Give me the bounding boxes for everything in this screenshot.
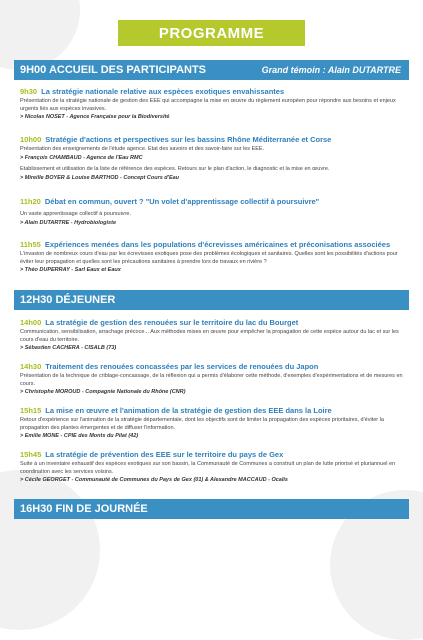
decorative-circle-bottom-left — [0, 470, 100, 630]
session-title: Traitement des renouées concassées par les services de renouées du Japon — [45, 362, 319, 371]
session-time: 11h55 — [20, 240, 41, 249]
session-time: 14h00 — [20, 318, 42, 327]
session-time: 15h45 — [20, 450, 42, 459]
session-speaker: > Cécile GEORGET - Communauté de Communes du Pays de Gex (01) & Alexandre MACCAUD - Ocalis — [20, 477, 288, 483]
session-title: La stratégie de prévention des EEE sur le territoire du pays de Gex — [45, 450, 284, 459]
session-speaker: > Alain DUTARTRE - Hydrobiologiste — [20, 219, 117, 226]
band-end — [14, 499, 409, 519]
session-time: 10h00 — [20, 135, 42, 144]
session-title: Expériences menées dans les populations d'écrevisses américaines et préconisations associées — [44, 240, 391, 249]
session-title: Stratégie d'actions et perspectives sur les bassins Rhône Méditerranée et Corse — [45, 135, 332, 144]
session-desc: Présentation de la stratégie nationale de gestion des EEE qui accompagne la mise en œuvre du règlement européen pour répondre aux besoins et enjeux urgents liés aux espèces invasives. — [20, 98, 396, 112]
session-title: La mise en œuvre et l'animation de la stratégie de gestion des EEE dans la Loire — [45, 406, 332, 415]
page-title: PROGRAMME — [118, 20, 305, 46]
band-lunch-label: 12H30 DÉJEUNER — [20, 294, 116, 306]
band-lunch — [14, 290, 409, 310]
session-item — [20, 362, 408, 397]
session-speaker: > François CHAMBAUD - Agence de l'Eau RMC — [20, 154, 143, 161]
session-speaker: > Emilie MONE - CPIE des Monts du Pilat (42) — [20, 433, 139, 439]
session-desc: L'invasion de nombreux cours d'eau par les écrevisses exotiques pose des problèmes écologiques et sanitaires. Quelles sont les possibilités d'actions pour éviter leur propagation et quelles sont les précautions sanitaires à prendre lors de travaux en rivière ? — [20, 251, 398, 265]
session-title: La stratégie nationale relative aux espèces exotiques envahissantes — [41, 87, 285, 96]
session-item — [20, 135, 408, 182]
session-speaker-2: > Mireille BOYER & Louise BARTHOD - Concept Cours d'Eau — [20, 174, 180, 181]
session-speaker: > Sébastien CACHERA - CISALB (73) — [20, 345, 117, 351]
session-desc: Suite à un inventaire exhaustif des espèces exotiques sur son bassin, la Communauté de Communes a construit un plan de lutte priorisé et pluriannuel en coordination avec les services voisins. — [20, 461, 396, 475]
session-title: Débat en commun, ouvert ? "Un volet d'apprentissage collectif à poursuivre" — [44, 197, 320, 206]
session-desc-2: Etablissement et utilisation de la liste de référence des espèces. Retours sur le plan d'action, le diagnostic et la mise en œuvre. — [20, 166, 330, 172]
session-time: 9h30 — [20, 87, 38, 96]
session-speaker: > Christophe MOROUD - Compagnie Nationale du Rhône (CNR) — [20, 389, 186, 395]
session-desc: Présentation de la technique de criblage-concassage, de la réflexion qui a permis d'élaborer cette méthode, d'exemples d'expérimentations et de mesures en cours. — [20, 373, 403, 387]
session-title: La stratégie de gestion des renouées sur le territoire du lac du Bourget — [45, 318, 299, 327]
session-desc: Retour d'expérience sur l'animation de la stratégie départementale, dont les objectifs sont de limiter la propagation des espèces prioritaires, d'éviter la propagation des plantes émergentes et de diffuser l'information. — [20, 417, 384, 431]
session-item — [20, 450, 408, 485]
band-welcome — [14, 60, 409, 80]
session-desc: Un vaste apprentissage collectif à poursuivre. — [20, 211, 131, 217]
session-item — [20, 318, 408, 353]
session-time: 14h30 — [20, 362, 42, 371]
session-time: 15h15 — [20, 406, 42, 415]
session-desc: Présentation des enseignements de l'étude agence. Etat des savoirs et des savoir-faire sur les EEE. — [20, 146, 265, 152]
band-welcome-label: 9H00 ACCUEIL DES PARTICIPANTS — [20, 64, 207, 76]
session-item — [20, 240, 408, 275]
session-item — [20, 87, 408, 122]
session-item — [20, 197, 408, 227]
session-desc: Communication, sensibilisation, arrachage précoce... Aux méthodes mises en œuvre pour empêcher la propagation de cette espèce autour du lac et sur les cours d'eau du territoire. — [20, 329, 399, 343]
session-time: 11h20 — [20, 197, 41, 206]
session-item — [20, 406, 408, 441]
session-speaker: > Nicolas NOSET - Agence Française pour la Biodiversité — [20, 114, 170, 120]
session-speaker: > Théo DUPERRAY - Sarl Eaux et Eaux — [20, 267, 121, 273]
band-end-label: 16H30 FIN DE JOURNÉE — [20, 503, 148, 515]
grand-temoin: Grand témoin : Alain DUTARTRE — [261, 65, 401, 75]
